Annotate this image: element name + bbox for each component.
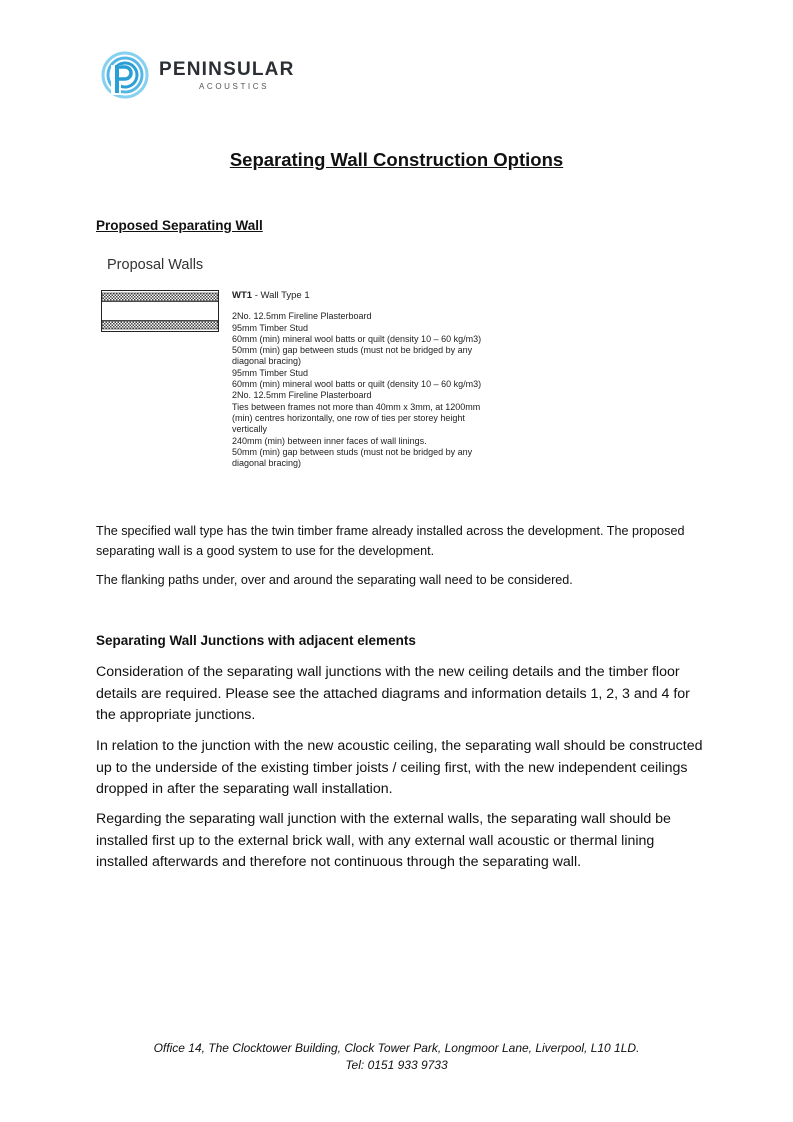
spec-line: (min) centres horizontally, one row of ties per storey height: [232, 412, 465, 423]
footer-address: Office 14, The Clocktower Building, Clock Tower Park, Longmoor Lane, Liverpool, L10 1LD.: [153, 1041, 640, 1055]
page-title: Separating Wall Construction Options: [229, 149, 564, 170]
spec-line: 95mm Timber Stud: [232, 367, 309, 378]
paragraph-twin-timber-frame: The specified wall type has the twin timber frame already installed across the development. The proposed separating wall is a good system to use for the development.: [96, 524, 685, 558]
figure-title: Proposal Walls: [107, 257, 204, 273]
spec-line: 50mm (min) gap between studs (must not be bridged by any: [232, 446, 473, 457]
paragraph-flanking-paths: The flanking paths under, over and around the separating wall need to be considered.: [96, 573, 573, 587]
wall-type-heading: [232, 290, 532, 301]
spec-line: diagonal bracing): [232, 458, 302, 469]
spec-line: 2No. 12.5mm Fireline Plasterboard: [232, 390, 372, 401]
section-heading-proposed-wall: Proposed Separating Wall: [96, 218, 263, 233]
spec-line: 50mm (min) gap between studs (must not be bridged by any: [232, 345, 473, 356]
spec-line: 95mm Timber Stud: [232, 322, 309, 333]
wall-type-label: - Wall Type 1: [252, 290, 310, 301]
section-heading-junctions: Separating Wall Junctions with adjacent elements: [96, 633, 416, 648]
page-footer: [0, 1040, 793, 1074]
peninsular-p-logo-icon: [101, 51, 149, 99]
spec-line: vertically: [232, 424, 268, 435]
logo-subtitle: ACOUSTICS: [199, 82, 270, 91]
paragraph-acoustic-ceiling-junction: In relation to the junction with the new acoustic ceiling, the separating wall should be constructed up to the underside of the existing timber joists / ceiling first, with the new independent ceilings dropped in after the separating wall installation.: [96, 738, 703, 797]
wall-type-spec: [232, 290, 532, 469]
spec-line: Ties between frames not more than 40mm x 3mm, at 1200mm: [232, 401, 481, 412]
wall-section-diagram: [101, 290, 219, 332]
paragraph-external-wall-junction: Regarding the separating wall junction with the external walls, the separating wall should be installed first up to the external brick wall, with any external wall acoustic or thermal lining installed afterwards and therefore not continuous through the separating wall.: [96, 811, 671, 870]
wall-type-code: WT1: [232, 290, 253, 301]
company-logo: [101, 51, 321, 101]
paragraph-ceiling-floor-details: Consideration of the separating wall junctions with the new ceiling details and the timber floor details are required. Please see the attached diagrams and information details 1, 2, 3 and 4 for the appropriate junctions.: [96, 664, 690, 723]
spec-line: 60mm (min) mineral wool batts or quilt (density 10 – 60 kg/m3): [232, 333, 482, 344]
spec-line: 60mm (min) mineral wool batts or quilt (density 10 – 60 kg/m3): [232, 379, 482, 390]
logo-name: PENINSULAR: [159, 59, 295, 80]
footer-telephone: Tel: 0151 933 9733: [345, 1058, 448, 1072]
spec-line: 2No. 12.5mm Fireline Plasterboard: [232, 311, 372, 322]
spec-line: diagonal bracing): [232, 356, 302, 367]
spec-line: 240mm (min) between inner faces of wall linings.: [232, 435, 427, 446]
